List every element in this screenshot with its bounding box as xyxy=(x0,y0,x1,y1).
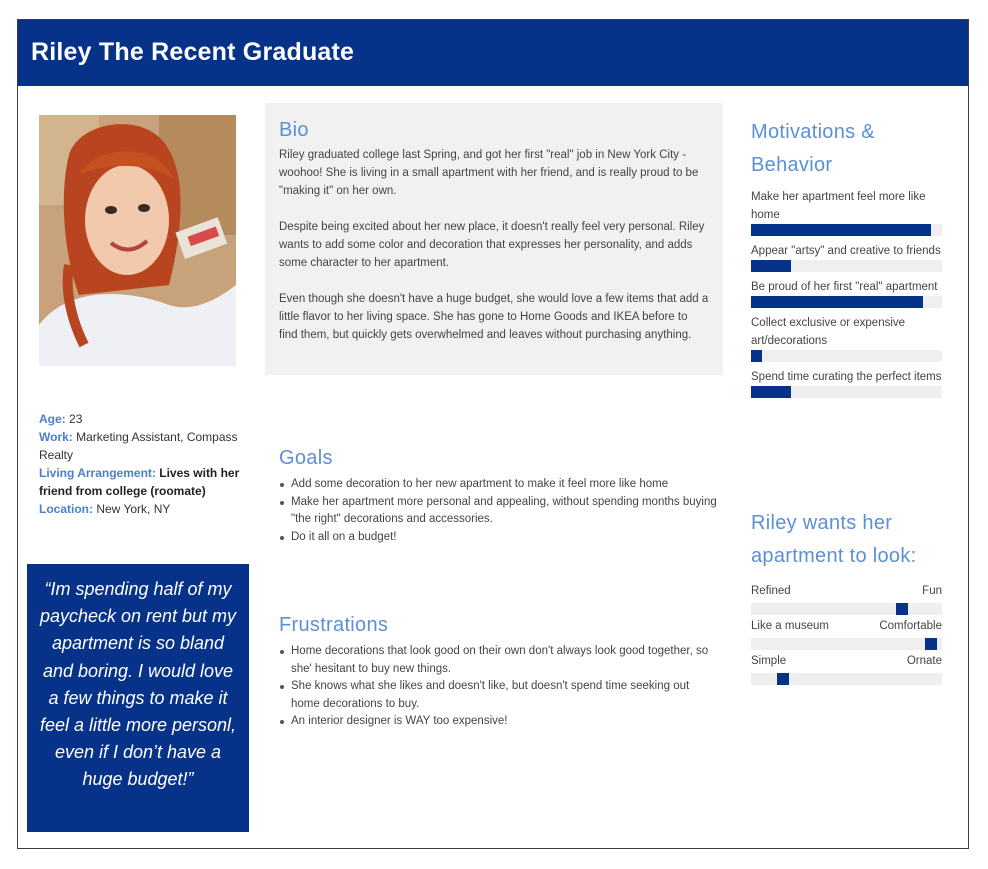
motivation-item xyxy=(751,188,946,236)
list-item: Make her apartment more personal and appealing, without spending months buying "the right" decorations and accessories. xyxy=(291,494,719,529)
bio-section xyxy=(265,103,723,375)
motivations-section xyxy=(751,116,946,404)
bio-paragraph: Riley graduated college last Spring, and got her first "real" job in New York City - woohoo! She is living in a small apartment with her friend, and is really proud to be "making it" on her own. xyxy=(279,149,699,197)
frustrations-list xyxy=(279,643,719,731)
profile-details xyxy=(39,410,244,518)
goals-list xyxy=(279,476,719,546)
profile-location xyxy=(39,500,244,518)
motivation-bar-fill xyxy=(751,224,931,236)
goals-title: Goals xyxy=(279,447,333,469)
work-label: Work: xyxy=(39,430,73,444)
age-value: 23 xyxy=(69,412,83,426)
motivation-bar-fill xyxy=(751,350,762,362)
motivation-label: Appear "artsy" and creative to friends xyxy=(751,245,941,257)
slider-track xyxy=(751,638,942,650)
motivation-bar-fill xyxy=(751,296,923,308)
age-label: Age: xyxy=(39,412,66,426)
slider-right-label: Comfortable xyxy=(879,620,942,632)
frustrations-title: Frustrations xyxy=(279,614,389,636)
motivation-label: Spend time curating the perfect items xyxy=(751,371,942,383)
list-item: An interior designer is WAY too expensive! xyxy=(291,713,719,731)
persona-card xyxy=(17,19,969,849)
slider-thumb xyxy=(896,603,908,615)
bio-paragraph: Even though she doesn't have a huge budget, she would love a few items that add a little flavor to her living space. She has gone to Home Goods and IKEA before to find them, but quickly gets overwhelmed and leaves without purchasing anything. xyxy=(279,293,709,341)
slider-track xyxy=(751,673,942,685)
goals-section xyxy=(279,447,719,546)
motivation-label: Be proud of her first "real" apartment xyxy=(751,281,938,293)
slider-right-label: Ornate xyxy=(906,655,942,667)
motivation-bar-fill xyxy=(751,260,791,272)
motivation-bar xyxy=(751,224,942,236)
profile-living xyxy=(39,464,244,500)
motivation-item xyxy=(751,368,946,398)
slider-thumb xyxy=(777,673,789,685)
bio-paragraph: Despite being excited about her new place, it doesn't really feel very personal. Riley wants to add some color and decoration that expresses her personality, and adds some character to her apartment. xyxy=(279,221,705,269)
motivation-bar-fill xyxy=(751,386,791,398)
slider-left-label: Like a museum xyxy=(751,620,829,632)
look-slider xyxy=(751,585,946,616)
header-banner xyxy=(18,20,968,86)
motivation-bar xyxy=(751,296,942,308)
motivation-item xyxy=(751,278,946,308)
list-item: She knows what she likes and doesn't like, but doesn't spend time seeking out home decorations to buy. xyxy=(291,678,719,713)
slider-thumb xyxy=(925,638,937,650)
motivation-bar xyxy=(751,350,942,362)
motivation-label: Make her apartment feel more like home xyxy=(751,191,926,221)
motivation-bar xyxy=(751,386,942,398)
motivation-bar xyxy=(751,260,942,272)
frustrations-section xyxy=(279,614,719,731)
profile-work xyxy=(39,428,244,464)
work-value: Marketing Assistant, Compass Realty xyxy=(39,430,238,462)
look-preferences-title: Riley wants her apartment to look: xyxy=(751,512,917,567)
motivation-item xyxy=(751,242,946,272)
location-value: New York, NY xyxy=(96,502,171,516)
look-slider xyxy=(751,655,946,686)
list-item: Add some decoration to her new apartment to make it feel more like home xyxy=(291,476,719,494)
slider-left-label: Simple xyxy=(751,655,787,667)
page-title: Riley The Recent Graduate xyxy=(31,38,355,66)
look-preferences-section xyxy=(751,507,946,686)
location-label: Location: xyxy=(39,502,93,516)
slider-track xyxy=(751,603,942,615)
look-slider xyxy=(751,620,946,651)
slider-left-label: Refined xyxy=(751,585,791,597)
bio-title: Bio xyxy=(279,119,309,141)
profile-age xyxy=(39,410,244,428)
persona-photo xyxy=(39,115,236,366)
slider-right-label: Fun xyxy=(922,585,942,597)
persona-photo-illustration xyxy=(39,115,236,366)
list-item: Home decorations that look good on their own don't always look good together, so she' hesitant to buy new things. xyxy=(291,643,719,678)
list-item: Do it all on a budget! xyxy=(291,529,719,547)
persona-quote: “Im spending half of my paycheck on rent but my apartment is so bland and boring. I would love a few things to make it feel a little more personl, even if I don’t have a huge budget!” xyxy=(27,564,249,832)
living-label: Living Arrangement: xyxy=(39,466,156,480)
motivations-title: Motivations & Behavior xyxy=(751,121,875,176)
living-value: Lives with her friend from college (roomate) xyxy=(39,466,240,498)
motivation-label: Collect exclusive or expensive art/decorations xyxy=(751,317,906,347)
motivation-item xyxy=(751,314,946,362)
